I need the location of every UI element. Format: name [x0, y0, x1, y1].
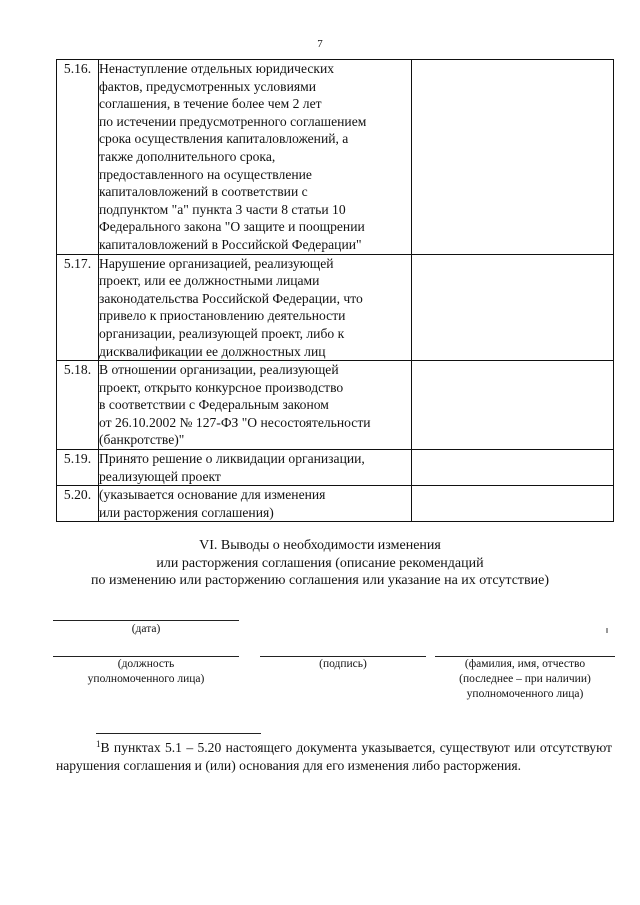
footnote-text: В пунктах 5.1 – 5.20 настоящего документа указывается, существуют или отсутствуют нарушения соглашения и (или) основания для его изменения либо расторжения.	[56, 740, 612, 773]
name-caption: (фамилия, имя, отчество (последнее – при наличии) уполномоченного лица)	[459, 658, 591, 700]
position-caption: (должность уполномоченного лица)	[87, 658, 205, 685]
row-value-cell	[412, 450, 614, 486]
signature-caption: (подпись)	[319, 658, 367, 670]
scan-mark	[606, 628, 608, 633]
section-vi-title: VI. Выводы о необходимости изменения или расторжения соглашения (описание рекомендаций по изменению или расторжению соглашения или указание на их отсутствие)	[90, 538, 550, 589]
row-text-cell	[99, 450, 412, 486]
row-value-cell	[412, 254, 614, 361]
row-number: 5.18.	[57, 361, 99, 450]
table-row	[57, 60, 614, 255]
row-text-cell	[99, 60, 412, 255]
row-value-cell	[412, 60, 614, 255]
row-value-cell	[412, 361, 614, 450]
table-row	[57, 361, 614, 450]
row-text-cell	[99, 254, 412, 361]
page-number: 7	[317, 38, 323, 50]
row-text: Ненаступление отдельных юридических фактов, предусмотренных условиями соглашения, в течение более чем 2 лет по истечении предусмотренного соглашением срока осуществления капиталовложений, а также дополнительного срока, предоставленного на осуществление капиталовложений в соответствии с подпунктом "а" пункта 3 части 8 статьи 10 Федерального закона "О защите и поощрении капиталовложений в Российской Федерации"	[99, 61, 367, 252]
row-text: В отношении организации, реализующей проект, открыто конкурсное производство в соответствии с Федеральным законом от 26.10.2002 № 127-ФЗ "О несостоятельности (банкротстве)"	[99, 362, 371, 448]
footnote-rule	[96, 733, 261, 734]
row-text-cell	[99, 486, 412, 522]
row-text: Принято решение о ликвидации организации, реализующей проект	[99, 451, 365, 484]
date-line	[53, 620, 239, 621]
footnote	[56, 735, 612, 775]
footnote-marker: 1	[96, 739, 101, 749]
row-value-cell	[412, 486, 614, 522]
table-row	[57, 254, 614, 361]
row-number: 5.17.	[57, 254, 99, 361]
row-text-cell	[99, 361, 412, 450]
row-text: Нарушение организацией, реализующей проект, или ее должностными лицами законодательства Российской Федерации, что привело к приостановлению деятельности организации, реализующей проект, либо к дисквалификации ее должностных лиц	[99, 255, 363, 359]
row-number: 5.16.	[57, 60, 99, 255]
row-text: (указывается основание для изменения или расторжения соглашения)	[99, 487, 326, 520]
row-number: 5.20.	[57, 486, 99, 522]
table-row	[57, 486, 614, 522]
conditions-table	[56, 59, 614, 522]
row-number: 5.19.	[57, 450, 99, 486]
table-row	[57, 450, 614, 486]
date-caption: (дата)	[131, 623, 161, 635]
